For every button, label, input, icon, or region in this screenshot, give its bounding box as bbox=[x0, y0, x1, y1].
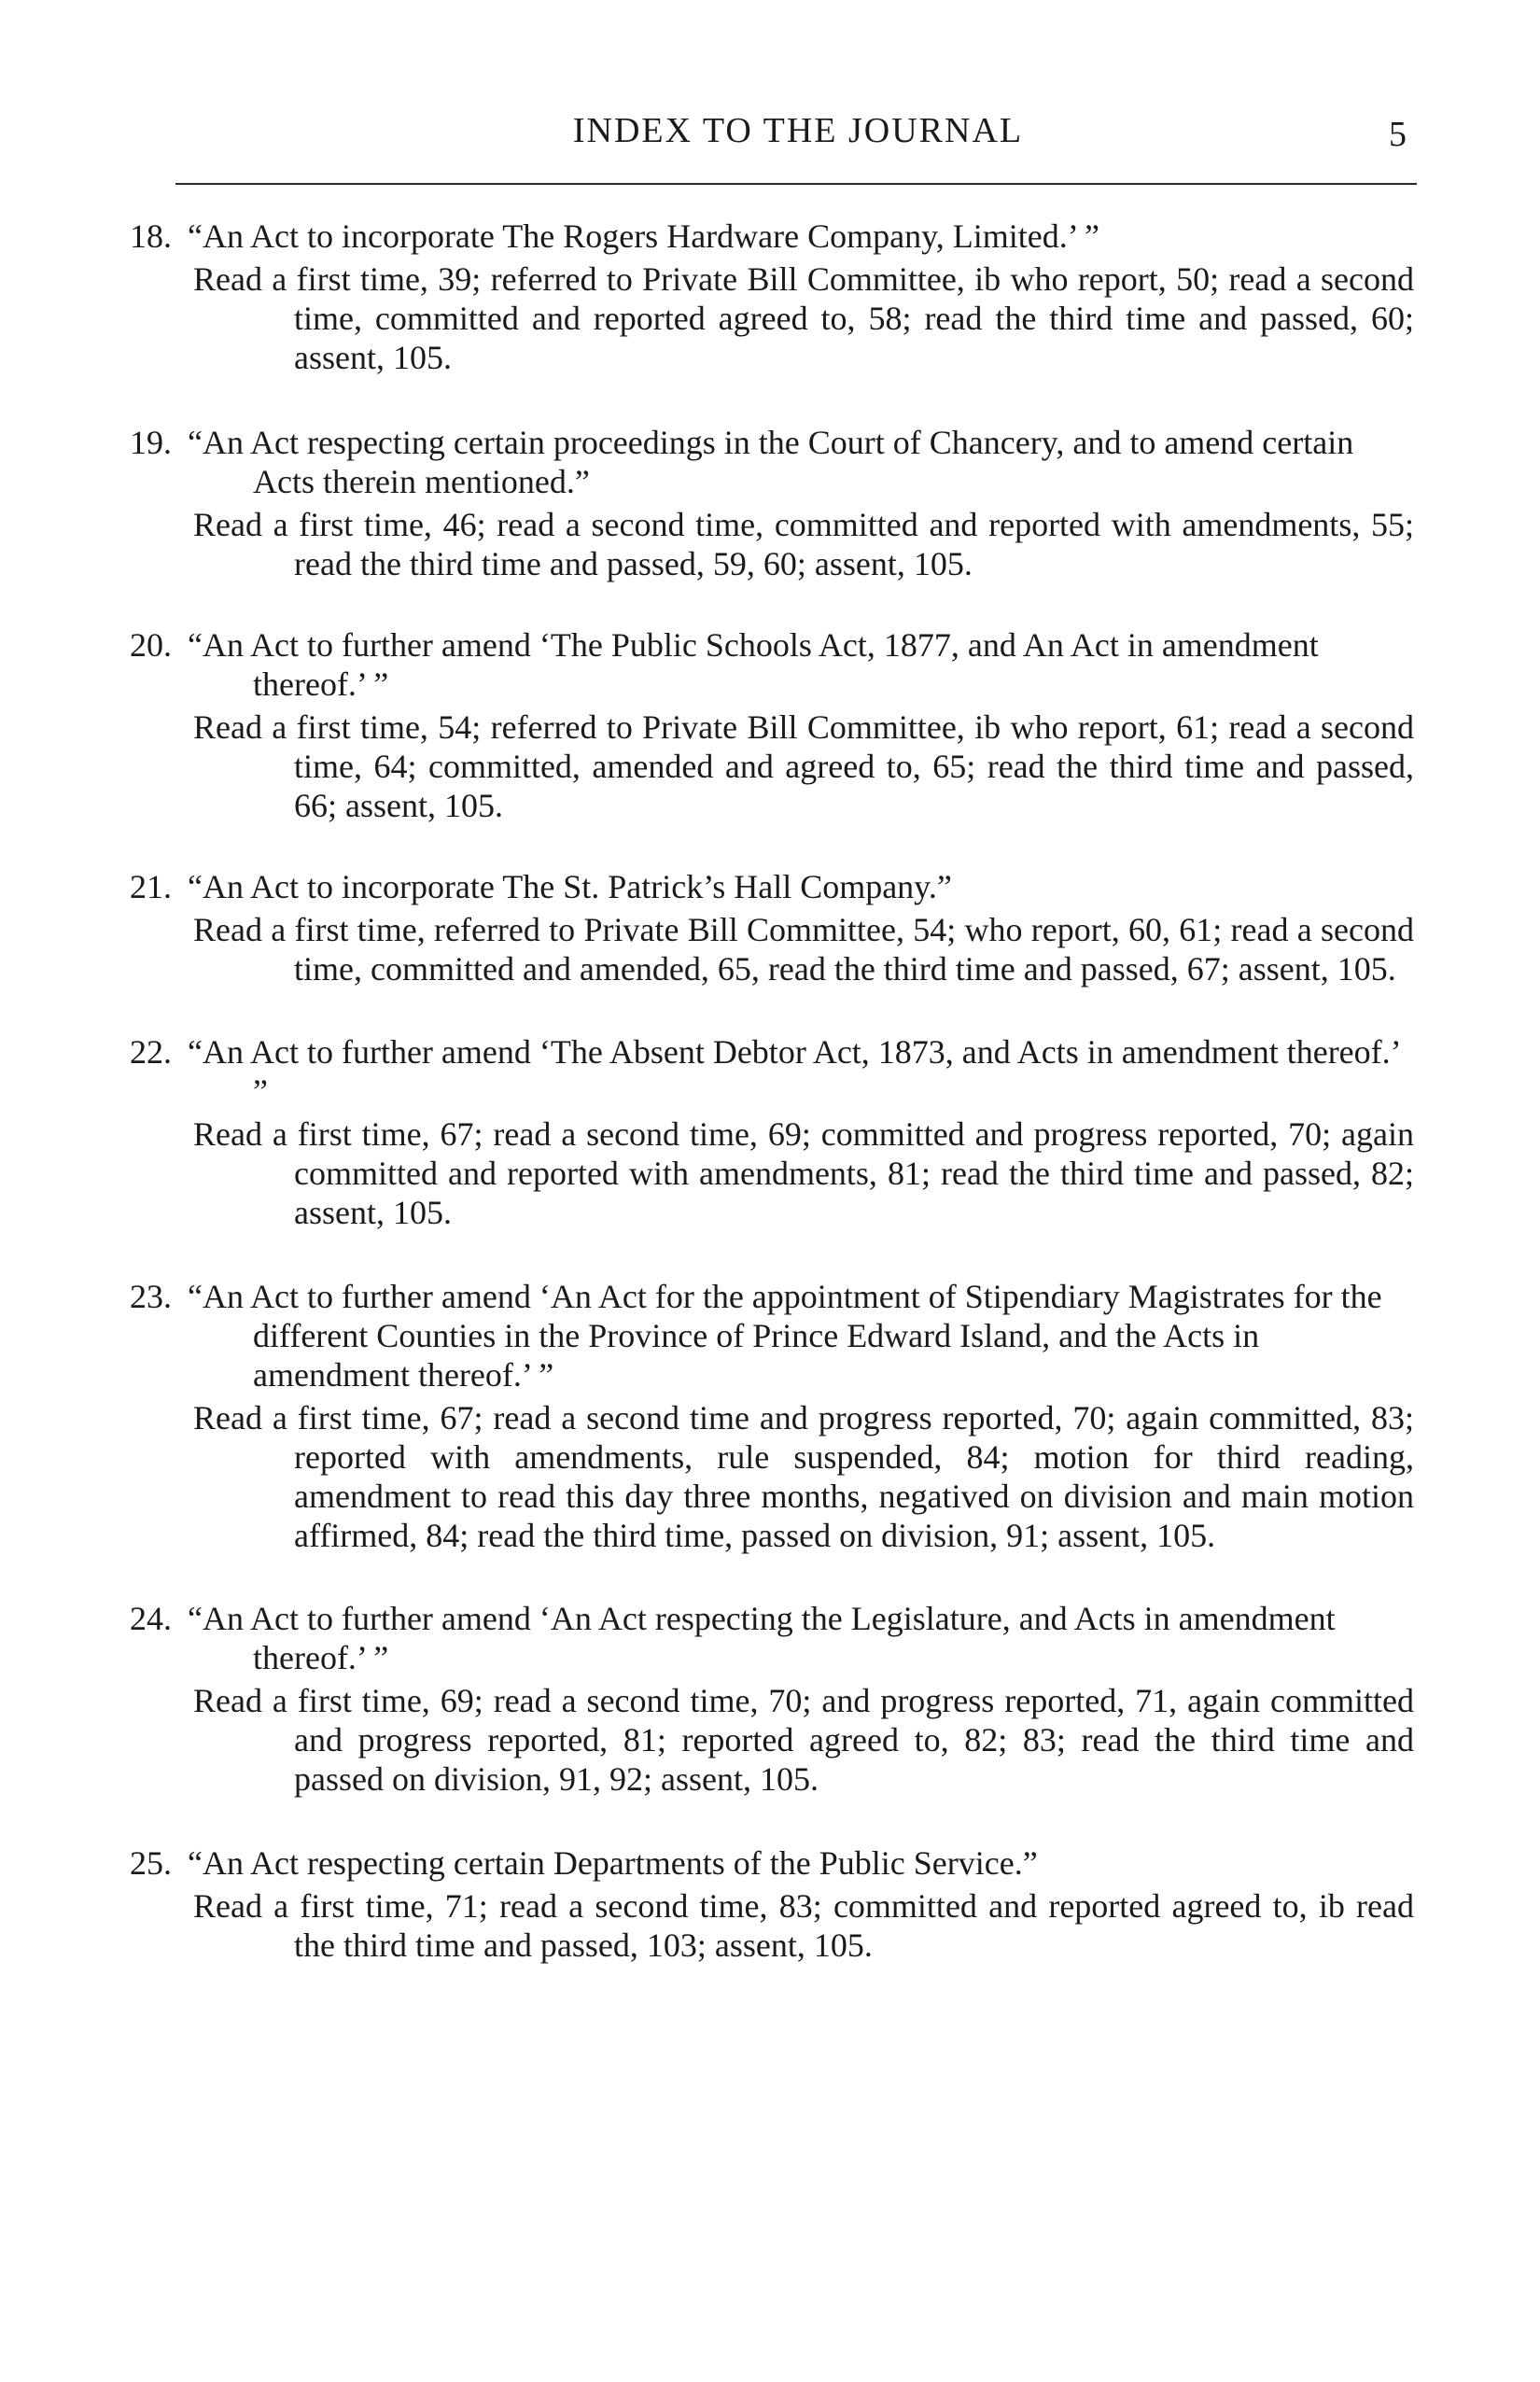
index-entry bbox=[117, 625, 1414, 825]
entry-number: 23. bbox=[130, 1278, 172, 1315]
entry-number: 21. bbox=[130, 868, 172, 905]
index-entries bbox=[117, 217, 1414, 1965]
entry-number: 19. bbox=[130, 424, 172, 461]
entry-proceedings: Read a first time, 39; referred to Private Bill Committee, ib who report, 50; read a second time, committed and reported agreed to, 58; read the third time and passed, 60; assent, 105. bbox=[193, 260, 1414, 376]
index-entry bbox=[117, 1032, 1414, 1232]
entry-number: 18. bbox=[130, 217, 172, 255]
entry-proceedings: Read a first time, 67; read a second time, 69; committed and progress reported, 70; again committed and reported with amendments, 81; read the third time and passed, 82; assent, 105. bbox=[193, 1115, 1414, 1231]
entry-title: “An Act to further amend ‘An Act for the appointment of Stipendiary Magistrates for the different Counties in the Province of Prince Edward Island, and the Acts in amendment thereof.’ ” bbox=[188, 1278, 1382, 1394]
page-title: INDEX TO THE JOURNAL bbox=[572, 111, 1024, 150]
entry-proceedings: Read a first time, 69; read a second time, 70; and progress reported, 71, again committed and progress reported, 81; reported agreed to, 82; 83; read the third time and passed on division, 91, 92; assent, 105. bbox=[193, 1682, 1414, 1798]
index-entry bbox=[117, 1599, 1414, 1799]
entry-title: “An Act to further amend ‘The Public Schools Act, 1877, and An Act in amendment thereof.’ ” bbox=[188, 626, 1319, 703]
entry-number: 24. bbox=[130, 1600, 172, 1637]
index-entry bbox=[117, 423, 1414, 583]
entry-number: 22. bbox=[130, 1033, 172, 1071]
running-head bbox=[182, 110, 1414, 166]
entry-proceedings: Read a first time, 71; read a second time, 83; committed and reported agreed to, ib read the third time and passed, 103; assent, 105. bbox=[193, 1887, 1414, 1964]
entry-title: “An Act respecting certain proceedings in the Court of Chancery, and to amend certain Acts therein mentioned.” bbox=[188, 424, 1354, 500]
page-number: 5 bbox=[1389, 115, 1407, 154]
index-entry bbox=[117, 1843, 1414, 1965]
entry-title: “An Act to incorporate The St. Patrick’s Hall Company.” bbox=[188, 868, 952, 905]
entry-number: 20. bbox=[130, 626, 172, 664]
entry-proceedings: Read a first time, referred to Private Bill Committee, 54; who report, 60, 61; read a second time, committed and amended, 65, read the third time and passed, 67; assent, 105. bbox=[193, 911, 1414, 988]
entry-proceedings: Read a first time, 46; read a second time, committed and reported with amendments, 55; read the third time and passed, 59, 60; assent, 105. bbox=[193, 506, 1414, 582]
entry-title: “An Act to further amend ‘The Absent Debtor Act, 1873, and Acts in amendment thereof.’ ” bbox=[188, 1033, 1399, 1110]
entry-title: “An Act to incorporate The Rogers Hardware Company, Limited.’ ” bbox=[188, 217, 1100, 255]
entry-number: 25. bbox=[130, 1844, 172, 1882]
entry-title: “An Act respecting certain Departments of the Public Service.” bbox=[188, 1844, 1038, 1882]
index-entry bbox=[117, 217, 1414, 377]
entry-proceedings: Read a first time, 54; referred to Private Bill Committee, ib who report, 61; read a second time, 64; committed, amended and agreed to, 65; read the third time and passed, 66; assent, 105. bbox=[193, 708, 1414, 824]
entry-proceedings: Read a first time, 67; read a second time and progress reported, 70; again committed, 83; reported with amendments, rule suspended, 84; motion for third reading, amendment to read this day three months, negatived on division and main motion affirmed, 84; read the third time, passed on division, 91; assent, 105. bbox=[193, 1399, 1414, 1554]
index-entry bbox=[117, 1277, 1414, 1555]
entry-title: “An Act to further amend ‘An Act respecting the Legislature, and Acts in amendment thereof.’ ” bbox=[188, 1600, 1336, 1676]
header-rule bbox=[175, 183, 1417, 185]
index-entry bbox=[117, 867, 1414, 988]
